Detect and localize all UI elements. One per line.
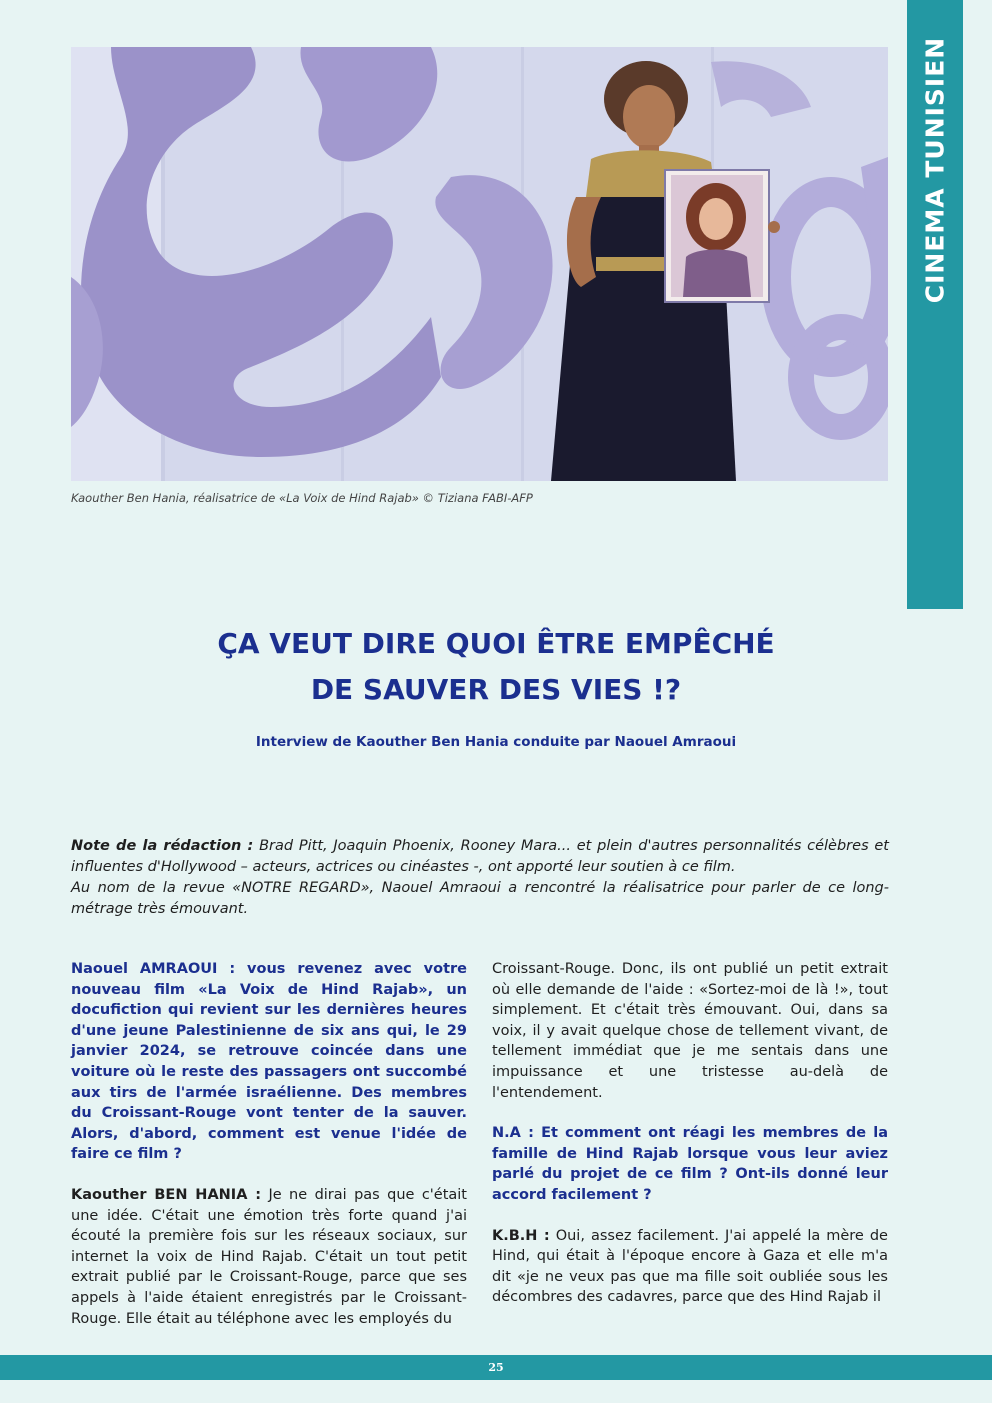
answer-2-speaker: K.B.H : xyxy=(492,1227,550,1244)
answer-2-text: Oui, assez facilement. J'ai appelé la mère de Hind, qui était à l'époque encore à Gaza et elle m'a dit «je ne veux pas que ma fille soit oubliée sous les décombres des cadavres, parce que des Hind Rajab il xyxy=(492,1227,888,1306)
question-1: Naouel AMRAOUI : vous revenez avec votre nouveau film «La Voix de Hind Rajab», un docufiction qui revient sur les dernières heures d'une jeune Palestinienne de six ans qui, le 29 janvier 2024, se retrouve coincée dans une voiture où le reste des passagers ont succombé aux tirs de l'armée israélienne. Des membres du Croissant-Rouge vont tenter de la sauver. Alors, d'abord, comment est venue l'idée de faire ce film ? xyxy=(71,961,467,1163)
answer-1-speaker: Kaouther BEN HANIA : xyxy=(71,1186,262,1203)
answer-1-text: Je ne dirai pas que c'était une idée. C'était une émotion très forte quand j'ai écouté la première fois sur les réseaux sociaux, sur internet la voix de Hind Rajab. C'était un tout petit extrait publié par le Croissant-Rouge, parce que ses appels à l'aide étaient enregistrés par le Croissant-Rouge. Elle était au téléphone avec les employés du xyxy=(71,1186,467,1327)
photo-caption: Kaouther Ben Hania, réalisatrice de «La Voix de Hind Rajab» © Tiziana FABI-AFP xyxy=(71,491,533,505)
article-title xyxy=(96,621,896,713)
editor-note-label: Note de la rédaction : xyxy=(71,838,254,854)
answer-1-continued: Croissant-Rouge. Donc, ils ont publié un petit extrait où elle demande de l'aide : «Sortez-moi de là !», tout simplement. Et c'était très émouvant. Oui, dans sa voix, il y avait quelque chose de tellement vivant, de tellement immédiat que je me sentais dans une impuissance et une tristesse au-delà de l'entendement. xyxy=(492,961,888,1101)
editor-note-text-1: Brad Pitt, Joaquin Phoenix, Rooney Mara... et plein d'autres personnalités célèbres et influentes d'Hollywood – acteurs, actrices ou cinéastes -, ont apporté leur soutien à ce film. xyxy=(71,838,889,875)
article-photo xyxy=(71,47,888,481)
section-label: CINEMA TUNISIEN xyxy=(920,36,950,304)
column-right xyxy=(492,959,888,1328)
question-2: N.A : Et comment ont réagi les membres de la famille de Hind Rajab lorsque vous leur aviez parlé du projet de ce film ? Ont-ils donné leur accord facilement ? xyxy=(492,1125,888,1203)
editor-note-text-2: Au nom de la revue «NOTRE REGARD», Naouel Amraoui a rencontré la réalisatrice pour parler de ce long-métrage très émouvant. xyxy=(71,880,889,917)
title-line-1: ÇA VEUT DIRE QUOI ÊTRE EMPÊCHÉ xyxy=(217,627,775,660)
title-line-2: DE SAUVER DES VIES !? xyxy=(310,673,682,706)
section-tab xyxy=(907,0,963,609)
answer-2 xyxy=(492,1226,888,1308)
page-number: 25 xyxy=(488,1361,504,1374)
column-left xyxy=(71,959,467,1349)
article-subtitle: Interview de Kaouther Ben Hania conduite par Naouel Amraoui xyxy=(255,734,737,750)
editor-note xyxy=(71,836,889,920)
answer-1 xyxy=(71,1185,467,1329)
